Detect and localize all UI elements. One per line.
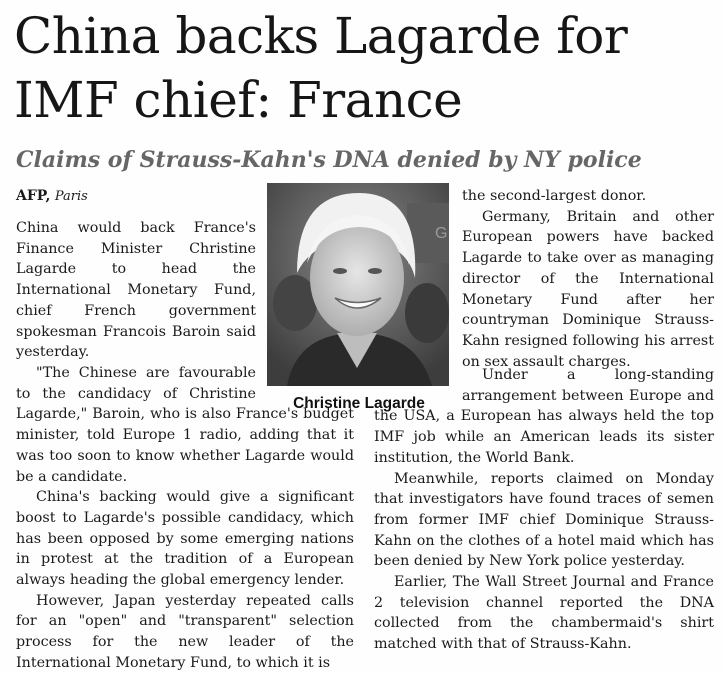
right-paragraph-3: Under a long-standing arrangement between Europe and the USA, a European has always held the top IMF job while an American leads its sister institution, the World Bank. [374,367,714,466]
byline-agency: AFP, [16,188,51,204]
subhead: Claims of Strauss-Kahn's DNA denied by NY police [16,147,642,173]
paragraph-4: However, Japan yesterday repeated calls for an "open" and "transparent" selection process for the new leader of the International Monetary Fund, to which it is [16,592,354,671]
paragraph-1: China would back France's Finance Minister Christine Lagarde to head the International Monetary Fund, chief French government spokesman Francois Baroin said yesterday. [16,220,256,361]
right-paragraph-2: Germany, Britain and other European powers have backed Lagarde to take over as managing director of the International Monetary Fund after her countryman Dominique Strauss-Kahn resigned following his arrest on sex assault charges. [462,208,714,370]
paragraph-3: China's backing would give a significant boost to Lagarde's possible candidacy, which has been opposed by some emerging nations in protest at the tradition of a European always heading the global emergency lender. [16,489,354,589]
right-paragraph-4: Meanwhile, reports claimed on Monday that investigators have found traces of semen from former IMF chief Dominique Strauss-Kahn on the clothes of a hotel maid which has been denied by New York police yesterday. [374,470,714,570]
headline: China backs Lagarde for IMF chief: France [14,7,628,129]
caption-float-spacer-right [374,365,462,406]
byline-place: Paris [54,189,88,204]
right-column-top [462,186,714,372]
svg-text:G: G [435,225,448,242]
portrait-image [267,183,449,386]
right-column-main [374,365,714,655]
byline [16,186,88,207]
paragraph-2: "The Chinese are favourable to the candidacy of Christine Lagarde," Baroin, who is also France's budget minister, told Europe 1 radio, adding that it was too soon to know whether Lagarde would be a candidate. [16,365,354,485]
photo-caption: Christine Lagarde [293,395,425,412]
right-paragraph-5: Earlier, The Wall Street Journal and France 2 television channel reported the DNA collected from the chambermaid's shirt matched with that of Strauss-Kahn. [374,574,714,653]
right-paragraph-1: the second-largest donor. [462,188,647,204]
lagarde-photo [267,183,449,386]
left-column-top [16,218,256,363]
